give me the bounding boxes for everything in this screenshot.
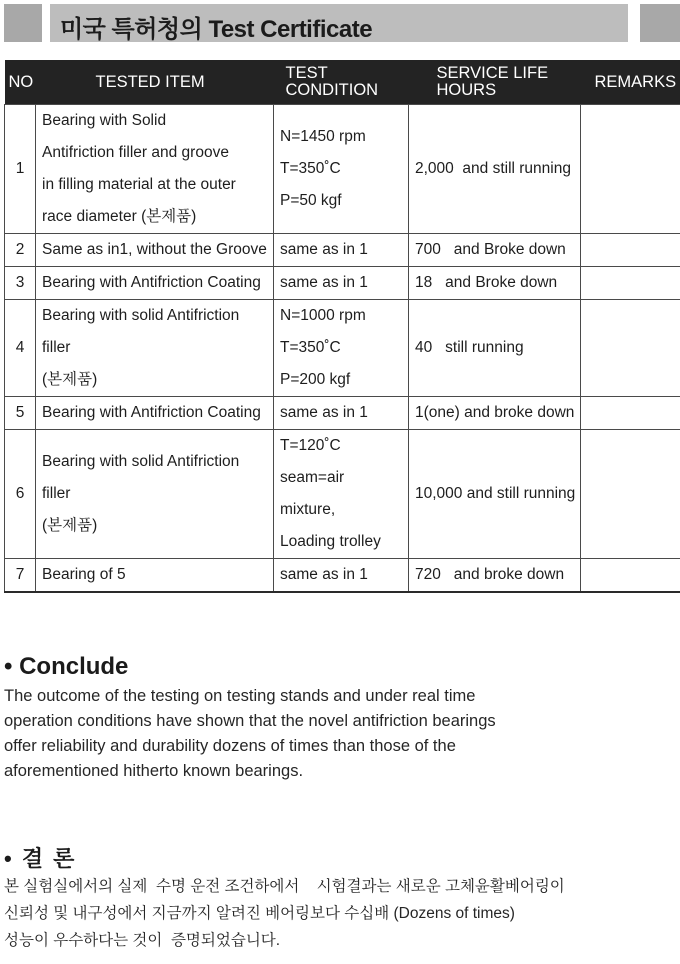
table-row: [5, 267, 680, 300]
item-line: Bearing with solid Antifriction filler: [42, 307, 240, 356]
row-no: 2: [5, 234, 36, 267]
condition-line: seam=air: [280, 469, 345, 486]
item-line: Bearing with Antifriction Coating: [42, 404, 261, 421]
row-remarks: [581, 430, 680, 559]
col-header-remarks: REMARKS: [581, 60, 680, 105]
row-test-condition: [274, 267, 409, 300]
row-no: 3: [5, 267, 36, 300]
row-remarks: [581, 267, 680, 300]
col-header-service-life: SERVICE LIFE HOURS: [409, 60, 581, 105]
paragraph-line: The outcome of the testing on testing stands and under real time: [4, 687, 476, 705]
table-row: [5, 234, 680, 267]
table-row: [5, 300, 680, 397]
row-tested-item: [36, 267, 274, 300]
row-remarks: [581, 105, 680, 234]
row-tested-item: [36, 105, 274, 234]
condition-line: T=350˚C: [280, 160, 341, 177]
row-no: 5: [5, 397, 36, 430]
row-no: 1: [5, 105, 36, 234]
paragraph-line: 성능이 우수하다는 것이 증명되었습니다.: [4, 932, 281, 949]
row-service-life: 18 and Broke down: [409, 267, 581, 300]
row-remarks: [581, 300, 680, 397]
title-bar-right-block: [640, 4, 680, 42]
table-row: [5, 105, 680, 234]
row-test-condition: [274, 397, 409, 430]
conclude-ko-heading: • 결 론: [4, 846, 77, 871]
conclude-ko-paragraph: [4, 873, 644, 954]
item-line: Bearing with Solid: [42, 112, 167, 129]
condition-line: same as in 1: [280, 404, 368, 421]
row-tested-item: [36, 397, 274, 430]
row-service-life: 720 and broke down: [409, 559, 581, 593]
title-bar: [0, 0, 680, 46]
item-line: Bearing with Antifriction Coating: [42, 274, 261, 291]
table-row: [5, 397, 680, 430]
row-test-condition: [274, 105, 409, 234]
condition-line: same as in 1: [280, 241, 368, 258]
row-remarks: [581, 397, 680, 430]
item-line: Same as in1, without the Groove: [42, 241, 267, 258]
condition-line: T=120˚C: [280, 437, 341, 454]
row-service-life: 2,000 and still running: [409, 105, 581, 234]
title-bar-left-block: [4, 4, 42, 42]
col-header-no: NO: [5, 60, 36, 105]
row-test-condition: [274, 430, 409, 559]
row-service-life: 700 and Broke down: [409, 234, 581, 267]
item-line: Antifriction filler and groove: [42, 144, 229, 161]
col-header-test-condition: TEST CONDITION: [274, 60, 409, 105]
row-tested-item: [36, 234, 274, 267]
condition-line: N=1450 rpm: [280, 128, 366, 145]
row-remarks: [581, 234, 680, 267]
row-no: 7: [5, 559, 36, 593]
table-row: [5, 559, 680, 593]
condition-line: same as in 1: [280, 274, 368, 291]
paragraph-line: operation conditions have shown that the novel antifriction bearings: [4, 712, 496, 730]
condition-line: mixture,: [280, 501, 336, 518]
row-tested-item: [36, 559, 274, 593]
item-line: in filling material at the outer: [42, 176, 236, 193]
table-row: [5, 430, 680, 559]
item-line: Bearing with solid Antifriction filler: [42, 453, 240, 502]
paragraph-line: 본 실험실에서의 실제 수명 운전 조건하에서 시험결과는 새로운 고체윤활베어링이: [4, 878, 565, 895]
condition-line: T=350˚C: [280, 339, 341, 356]
row-tested-item: [36, 300, 274, 397]
row-remarks: [581, 559, 680, 593]
item-line: Bearing of 5: [42, 566, 126, 583]
item-line: (본제품): [42, 371, 98, 388]
row-tested-item: [36, 430, 274, 559]
condition-line: N=1000 rpm: [280, 307, 366, 324]
item-line: race diameter (본제품): [42, 208, 197, 225]
row-service-life: 1(one) and broke down: [409, 397, 581, 430]
row-test-condition: [274, 234, 409, 267]
page-title: 미국 특허청의 Test Certificate: [60, 16, 373, 43]
row-test-condition: [274, 559, 409, 593]
row-service-life: 10,000 and still running: [409, 430, 581, 559]
row-no: 4: [5, 300, 36, 397]
row-test-condition: [274, 300, 409, 397]
condition-line: P=50 kgf: [280, 192, 342, 209]
paragraph-line: offer reliability and durability dozens of times than those of the: [4, 737, 456, 755]
condition-line: same as in 1: [280, 566, 368, 583]
condition-line: P=200 kgf: [280, 371, 351, 388]
condition-line: Loading trolley: [280, 533, 381, 550]
test-results-table: [4, 60, 680, 593]
row-service-life: 40 still running: [409, 300, 581, 397]
row-no: 6: [5, 430, 36, 559]
paragraph-line: 신뢰성 및 내구성에서 지금까지 알려진 베어링보다 수십배 (Dozens of times): [4, 905, 515, 922]
conclude-en-heading: • Conclude: [4, 653, 129, 680]
table-header-row: [5, 60, 680, 105]
col-header-tested-item: TESTED ITEM: [36, 60, 274, 105]
paragraph-line: aforementioned hitherto known bearings.: [4, 762, 304, 780]
item-line: (본제품): [42, 517, 98, 534]
conclude-en-paragraph: [4, 684, 604, 784]
